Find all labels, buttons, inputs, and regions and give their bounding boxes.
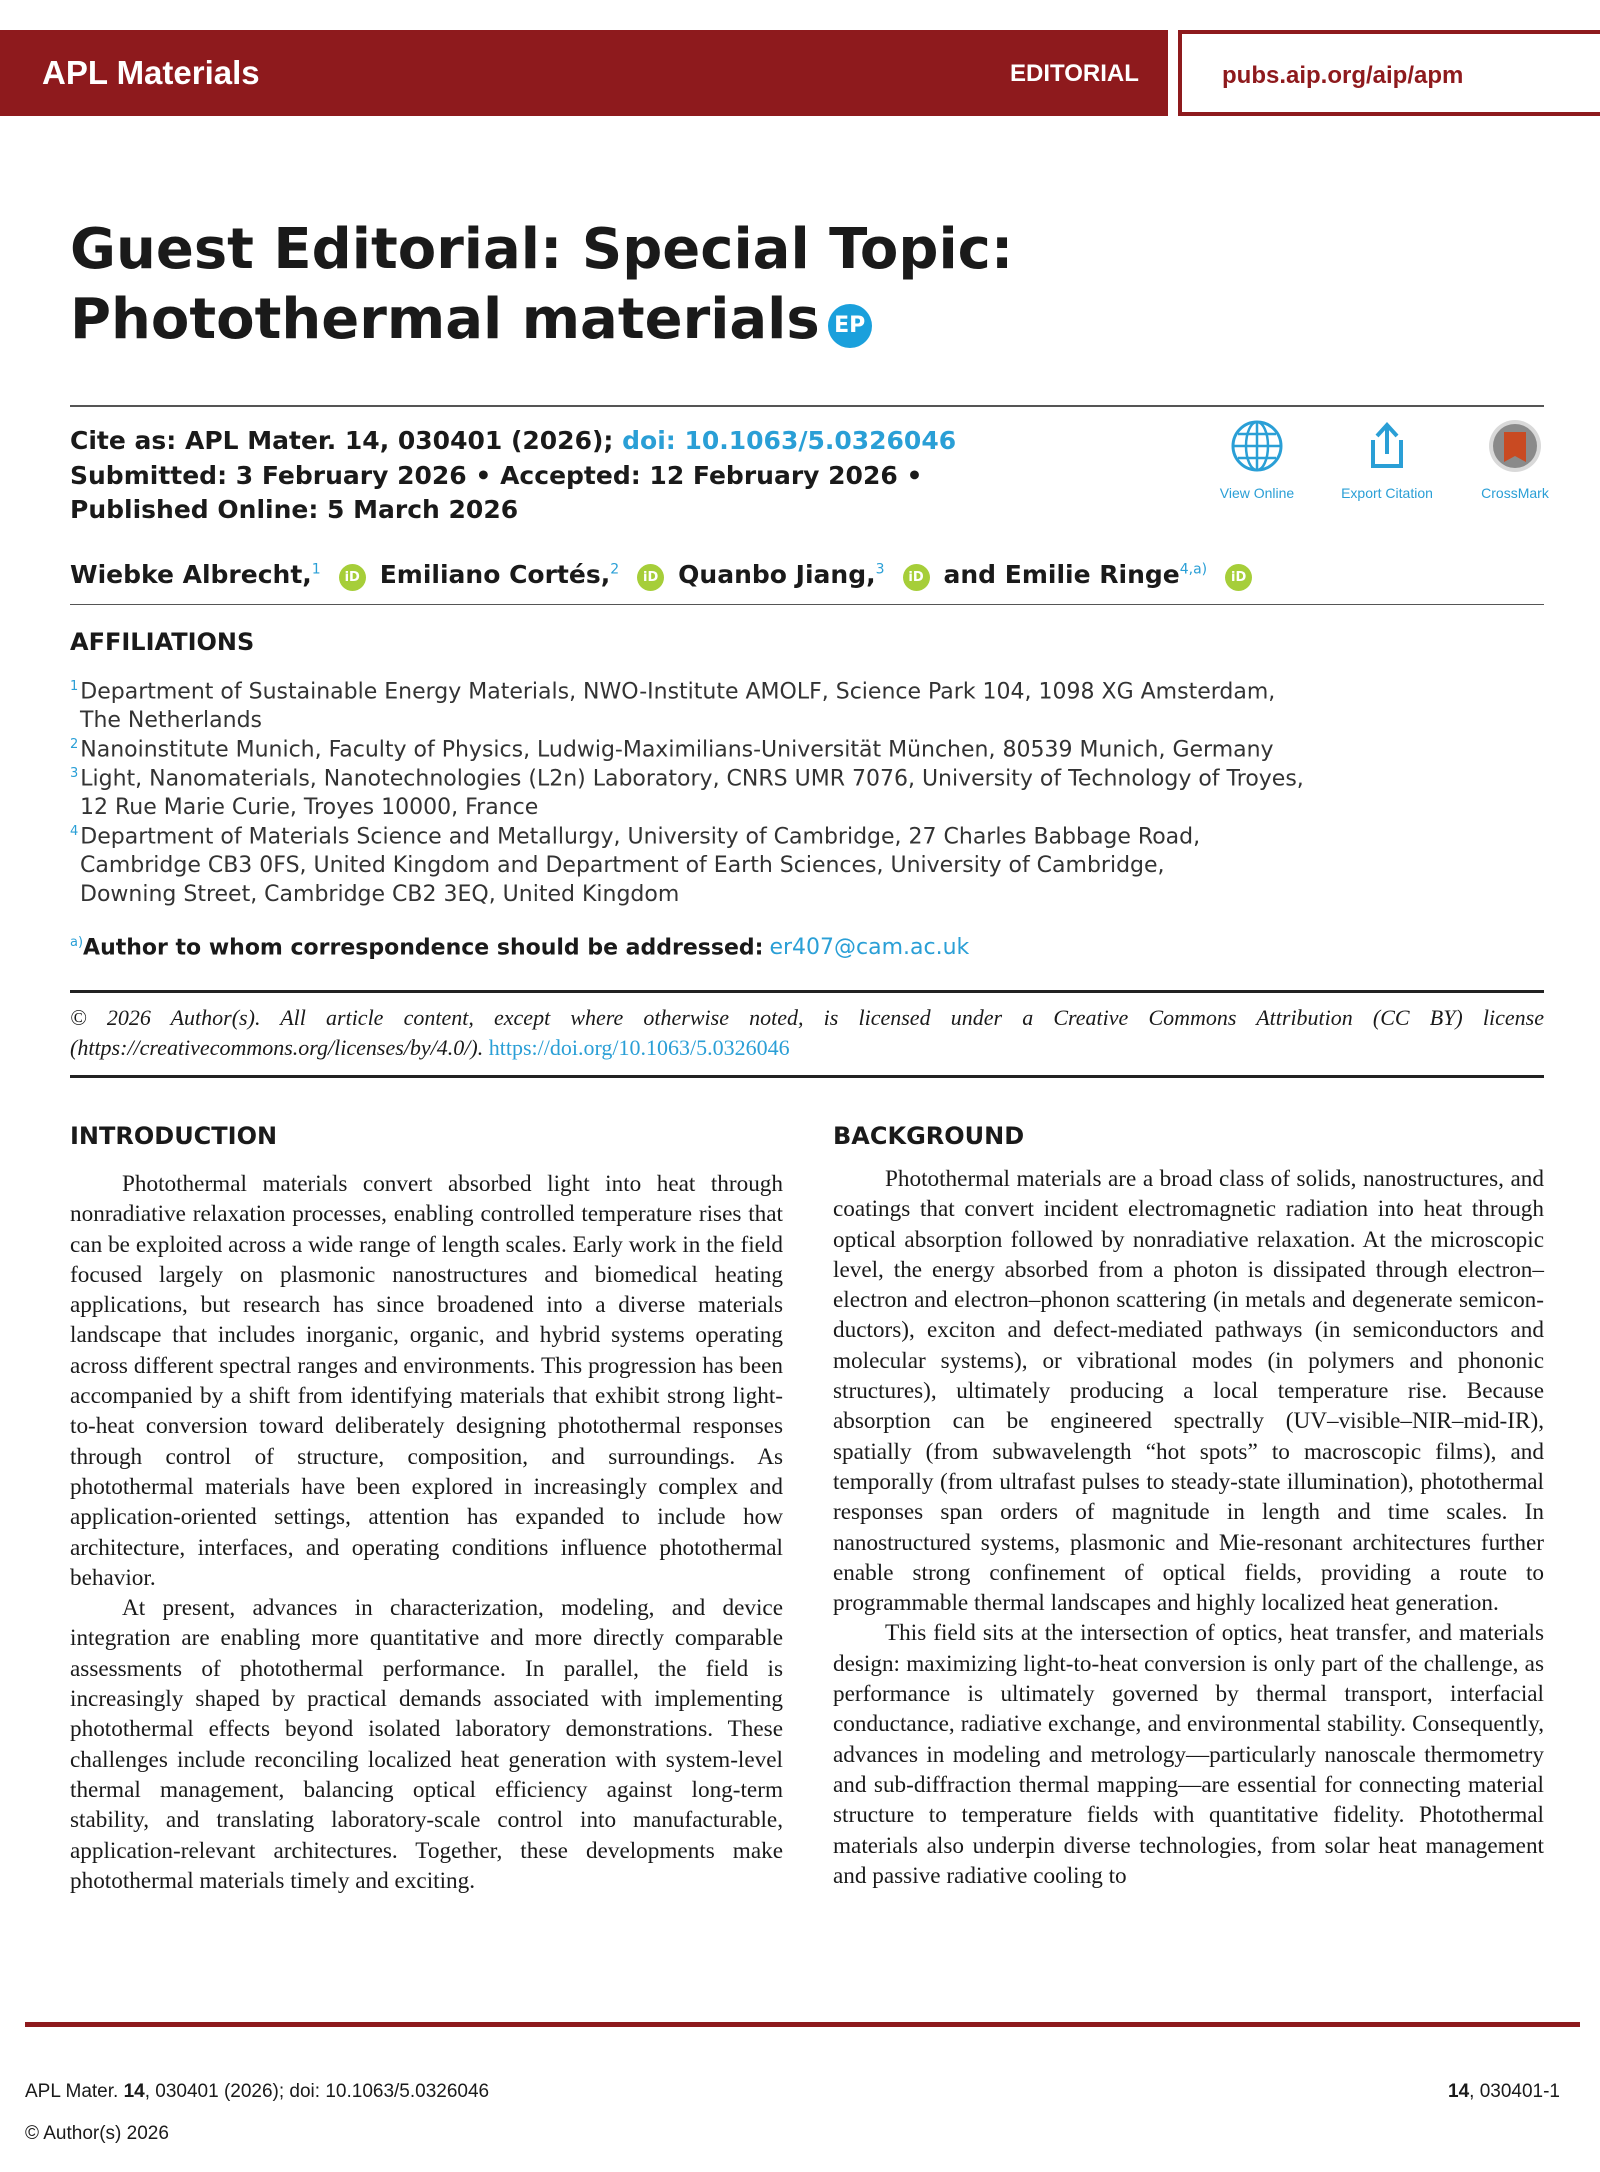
- doi-link[interactable]: doi: 10.1063/5.0326046: [622, 426, 957, 455]
- editors-pick-badge: EP: [828, 304, 872, 348]
- globe-icon: [1229, 418, 1285, 474]
- paragraph: Photothermal materials convert absorbed light into heat through nonradiative relaxation processes, enabling controlled temperature rises that can be exploited across a wide range of length scales. Early work in the field focused largely on plasmonic nanostructures and biomedical heating applications, but research has since broadened into a diverse materials landscape that includes inorganic, organic, and hybrid systems operating across different spectral ranges and environments. This progression has been accompanied by a shift from identifying materials that exhibit strong light-to-heat conversion toward deliberately designing photothermal responses through control of structure, composition, and surroundings. As photothermal materials have been explored in increasingly complex and application-oriented settings, attention has expanded to include how architecture, interfaces, and operating conditions influence photothermal behavior.: [70, 1171, 783, 1591]
- author-affil-sup: 1: [311, 561, 321, 578]
- article-title: [70, 215, 1420, 355]
- footer-cite-text: , 030401 (2026); doi: 10.1063/5.0326046: [144, 2081, 490, 2102]
- orcid-icon[interactable]: iD: [1225, 564, 1252, 591]
- affiliation-number: 3: [70, 766, 79, 781]
- journal-url-link[interactable]: pubs.aip.org/aip/apm: [1222, 62, 1464, 89]
- affiliation-number: 1: [70, 679, 79, 694]
- author-affil-sup: 2: [610, 561, 620, 578]
- divider: [70, 405, 1544, 407]
- article-type: EDITORIAL: [1010, 60, 1139, 87]
- paragraph: This field sits at the intersection of optics, heat transfer, and materials design: maximizing light-to-heat conversion is only part of the challenge, as performance is ultimately governed by thermal transport, interfacial conductance, radiative exchange, and environmental stability. Consequently, advances in modeling and metrology—particularly nanoscale thermometry and sub-diffraction thermal mapping—are essential for connecting material structure to temperature fields with quantitative fidelity. Photothermal materials also underpin diverse technologies, from solar heat management and passive radiative cooling to: [833, 1620, 1544, 1889]
- affiliation-text: Department of Materials Science and Metallurgy, University of Cambridge, 27 Charles Babbage Road,: [80, 824, 1201, 850]
- divider: [70, 604, 1544, 605]
- license-text: © 2026 Author(s). All article content, except where otherwise noted, is licensed under a Creative Commons Attribution (CC BY) license (https://creativecommons.org/licenses/by/4.0/).: [70, 1005, 1544, 1060]
- crossmark-button[interactable]: [1450, 418, 1580, 501]
- affiliations-heading: AFFILIATIONS: [70, 628, 255, 656]
- affiliation-text: 12 Rue Marie Curie, Troyes 10000, France: [80, 795, 539, 821]
- author-list: [70, 560, 1266, 591]
- divider: [70, 1075, 1544, 1078]
- crossmark-icon: [1487, 418, 1543, 474]
- license-statement: [70, 1003, 1544, 1063]
- background-heading: BACKGROUND: [833, 1122, 1025, 1150]
- crossmark-label: CrossMark: [1481, 485, 1549, 501]
- corr-label: Author to whom correspondence should be addressed:: [83, 935, 764, 961]
- license-doi-link[interactable]: https://doi.org/10.1063/5.0326046: [488, 1035, 790, 1060]
- footer-cite-text: APL Mater.: [25, 2081, 124, 2102]
- footer-copyright: © Author(s) 2026: [25, 2123, 169, 2144]
- corr-email-link[interactable]: er407@cam.ac.uk: [769, 935, 970, 961]
- affiliation-number: 2: [70, 737, 79, 752]
- view-online-label: View Online: [1219, 485, 1295, 501]
- affiliation-text: Light, Nanomaterials, Nanotechnologies (L2n) Laboratory, CNRS UMR 7076, University of Technology of Troyes,: [80, 766, 1304, 792]
- page-id: , 030401-1: [1469, 2081, 1560, 2102]
- affiliation-text: Cambridge CB3 0FS, United Kingdom and Department of Earth Sciences, University of Cambridge,: [80, 853, 1165, 879]
- paragraph: At present, advances in characterization, modeling, and device integration are enabling more quantitative and more directly comparable assessments of photothermal performance. In parallel, the field is increasingly shaped by practical demands associated with implementing photothermal effects beyond isolated laboratory demonstrations. These challenges include reconciling localized heat generation with system-level thermal management, balancing optical efficiency against long-term stability, and translating laboratory-scale control into manufacturable, application-relevant architectures. Together, these developments make photothermal materials timely and exciting.: [70, 1595, 783, 1894]
- footer-rule: [25, 2022, 1580, 2027]
- export-citation-label: Export Citation: [1341, 485, 1433, 501]
- author-name[interactable]: Quanbo Jiang,: [678, 560, 876, 589]
- affiliation-item: [70, 672, 1275, 735]
- export-citation-button[interactable]: [1322, 418, 1452, 501]
- affiliation-item: [70, 817, 1200, 909]
- affiliation-text: Downing Street, Cambridge CB2 3EQ, United Kingdom: [80, 882, 680, 908]
- view-online-button[interactable]: [1192, 418, 1322, 501]
- footer-volume: 14: [123, 2081, 145, 2102]
- title-text: Guest Editorial: Special Topic: Photothermal materials: [70, 217, 1014, 352]
- dates-line-2: Published Online: 5 March 2026: [70, 495, 519, 524]
- orcid-icon[interactable]: iD: [339, 564, 366, 591]
- introduction-heading: INTRODUCTION: [70, 1122, 278, 1150]
- introduction-body: [70, 1169, 783, 1896]
- cite-line: [70, 426, 956, 455]
- author-name[interactable]: Emiliano Cortés,: [379, 560, 611, 589]
- author-name[interactable]: Wiebke Albrecht,: [70, 560, 312, 589]
- orcid-icon[interactable]: iD: [903, 564, 930, 591]
- author-name[interactable]: and Emilie Ringe: [943, 560, 1180, 589]
- footer-citation: [25, 2081, 489, 2103]
- paragraph: Photothermal materials are a broad class of solids, nanostructures, and coatings that convert incident electromagnetic radiation into heat through optical absorption followed by nonradiative relaxation. At the microscopic level, the energy absorbed from a photon is dissipated through electron–electron and electron–phonon scattering (in metals and degenerate semiconductors), exciton and defect-mediated pathways (in semiconductors and molecular systems), or vibrational modes (in polymers and phononic structures), ultimately producing a local temperature rise. Because absorption can be engineered spectrally (UV–visible–NIR–mid-IR), spatially (from subwavelength “hot spots” to macroscopic films), and temporally (from ultrafast pulses to steady-state illumination), photothermal responses span orders of magnitude in length and time scales. In nanostructured systems, plasmonic and Mie-resonant architectures further enable strong confinement of optical fields, providing a route to programmable thermal landscapes and highly localized heat generation.: [833, 1166, 1544, 1617]
- cite-text: Cite as: APL Mater. 14, 030401 (2026);: [70, 426, 614, 455]
- correspondence-line: [70, 935, 969, 960]
- divider: [70, 990, 1544, 993]
- affiliation-number: 4: [70, 824, 79, 839]
- affiliation-text: Nanoinstitute Munich, Faculty of Physics, Ludwig-Maximilians-Universität München, 80539 Munich, Germany: [80, 737, 1274, 763]
- background-body: [833, 1164, 1544, 1891]
- page-volume: 14: [1448, 2081, 1470, 2102]
- author-affil-sup: 3: [875, 561, 885, 578]
- author-affil-sup: 4,a): [1179, 561, 1208, 578]
- dates-line-1: Submitted: 3 February 2026 • Accepted: 12 February 2026 •: [70, 461, 923, 490]
- export-icon: [1359, 418, 1415, 474]
- orcid-icon[interactable]: iD: [637, 564, 664, 591]
- affiliation-text: Department of Sustainable Energy Materials, NWO-Institute AMOLF, Science Park 104, 1098 XG Amsterdam,: [80, 679, 1276, 705]
- page-number: [1448, 2081, 1560, 2103]
- journal-name: APL Materials: [42, 54, 260, 91]
- affiliation-item: [70, 759, 1304, 822]
- affiliation-text: The Netherlands: [80, 708, 263, 734]
- corr-sup: a): [70, 935, 84, 950]
